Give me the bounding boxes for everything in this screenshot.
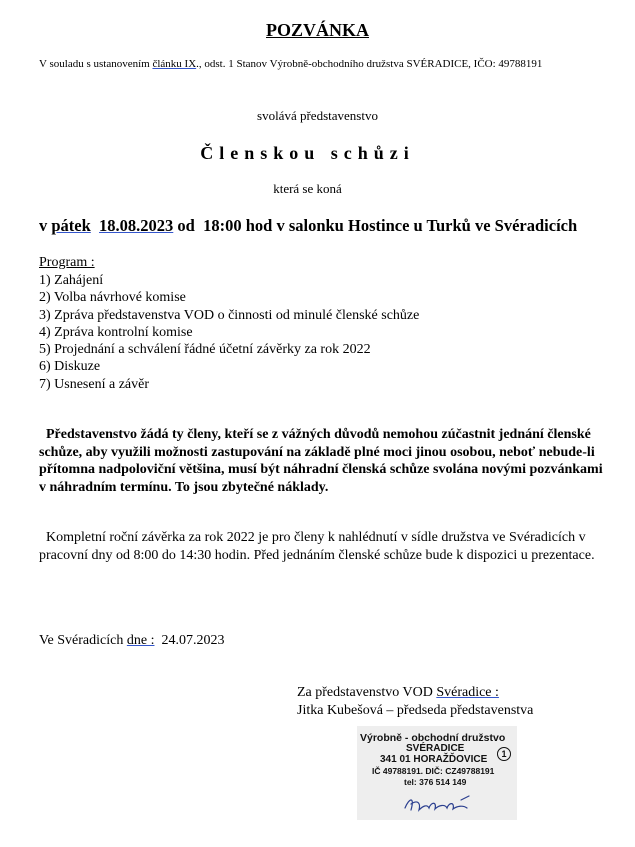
document-title: POZVÁNKA — [266, 20, 369, 40]
program-heading: Program : — [39, 255, 95, 270]
intro-article-link: článku IX — [152, 58, 197, 70]
program-item: 6) Diskuze — [39, 359, 101, 375]
program-item: 4) Zpráva kontrolní komise — [39, 324, 193, 340]
intro-after: ., odst. 1 Stanov Výrobně-obchodního družstva SVÉRADICE, IČO: 49788191 — [196, 58, 543, 70]
dateline-place: Ve Svéradicích — [39, 633, 127, 648]
program-item: 2) Volba návrhové komise — [39, 290, 186, 306]
meeting-date: 18.08.2023 — [99, 216, 174, 235]
program-item: 5) Projednání a schválení řádné účetní závěrky za rok 2022 — [39, 342, 371, 358]
held-line: která se koná — [273, 181, 342, 196]
convenes-line: svolává představenstvo — [257, 108, 378, 123]
stamp-line-4: IČ 49788191. DIČ: CZ49788191 — [372, 766, 495, 776]
signature-place: Svéradice : — [436, 685, 499, 700]
when-sep — [91, 216, 99, 235]
when-rest: od 18:00 hod v salonku Hostince u Turků ve Svéradicích — [173, 216, 578, 235]
program-item: 7) Usnesení a závěr — [39, 376, 150, 392]
stamp-line-2: SVÉRADICE — [406, 743, 465, 754]
meeting-heading: Členskou schůzi — [200, 143, 415, 163]
handwritten-signature — [357, 726, 517, 820]
stamp-line-3: 341 01 HORAŽĎOVICE — [380, 754, 488, 765]
meeting-time-place — [39, 216, 577, 236]
stamp-line-5: tel: 376 514 149 — [404, 777, 467, 787]
when-prefix: v — [39, 216, 52, 235]
dateline — [39, 633, 224, 649]
intro-before: V souladu s ustanovením — [39, 58, 153, 70]
signature-line-1 — [297, 685, 499, 701]
program-item: 3) Zpráva představenstva VOD o činnosti od minulé členské schůze — [39, 307, 420, 323]
availability-notice: Kompletní roční závěrka za rok 2022 je pro členy k nahlédnutí v sídle družstva ve Svéradicích v pracovní dny od 8:00 do 14:30 hodin. Před jednáním členské schůze bude k dispozici u prezentace. — [39, 530, 595, 563]
dateline-label: dne : — [126, 633, 155, 648]
stamp-line-1: Výrobně - obchodní družstvo — [360, 732, 506, 744]
proxy-notice: Představenstvo žádá ty členy, kteří se z vážných důvodů nemohou zúčastnit jednání členské schůze, aby využili možnosti zastupování na základě plné moci jinou osobou, neboť nebude-li přítomna nadpoloviční většina, musí být náhradní členská schůze svolána novými pozvánkami v náhradním termínu. To jsou zbytečné náklady. — [39, 427, 607, 495]
program-item: 1) Zahájení — [39, 273, 104, 288]
company-stamp — [357, 726, 517, 820]
signature-line-2: Jitka Kubešová – předseda představenstva — [297, 703, 534, 718]
stamp-number: 1 — [497, 747, 511, 761]
signature-prefix: Za představenstvo VOD — [297, 685, 437, 700]
dateline-date: 24.07.2023 — [154, 633, 225, 648]
program-list — [39, 272, 419, 393]
intro-line — [39, 58, 542, 70]
meeting-day: pátek — [51, 216, 91, 235]
